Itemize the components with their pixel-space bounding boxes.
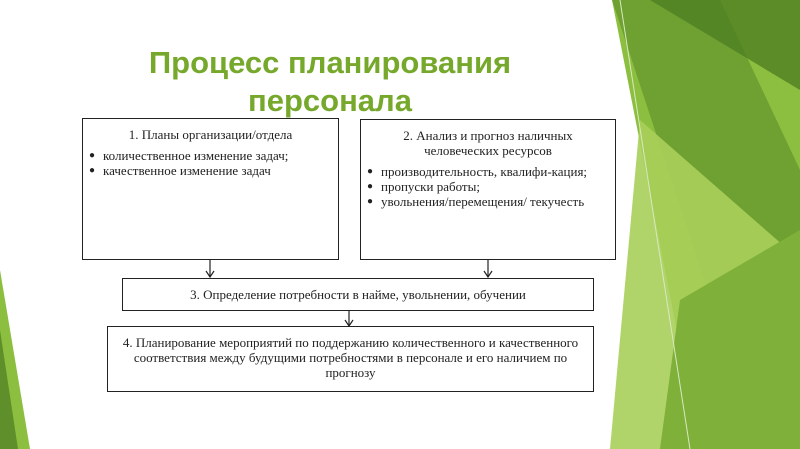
measures-planning-box [107,326,594,392]
list-item: ● производительность, квалифи-кация; [367,164,609,179]
list-item: ● пропуски работы; [367,179,609,194]
box1-heading: 1. Планы организации/отдела [128,127,293,142]
box4-text: 4. Планирование мероприятий по поддержанию количественного и качественного соответствия между будущими потребностями в персонале и его наличием по прогнозу [122,335,579,380]
box2-list [367,164,609,209]
page-title: Процесс планирования персонала [148,45,512,118]
arrow-box2-to-box3 [482,260,494,278]
list-item: ● количественное изменение задач; [89,148,332,163]
box2-heading: 2. Анализ и прогноз наличных человеческих ресурсов [403,128,573,158]
list-item: ● качественное изменение задач [89,163,332,178]
arrow-box1-to-box3 [204,260,216,278]
needs-determination-box [122,278,594,311]
resource-analysis-box [360,119,616,260]
box1-list [89,148,332,178]
arrow-box3-to-box4 [343,311,355,327]
box3-text: 3. Определение потребности в найме, увольнении, обучении [190,287,526,302]
organization-plans-box [82,118,339,260]
list-item: ● увольнения/перемещения/ текучесть [367,194,609,209]
